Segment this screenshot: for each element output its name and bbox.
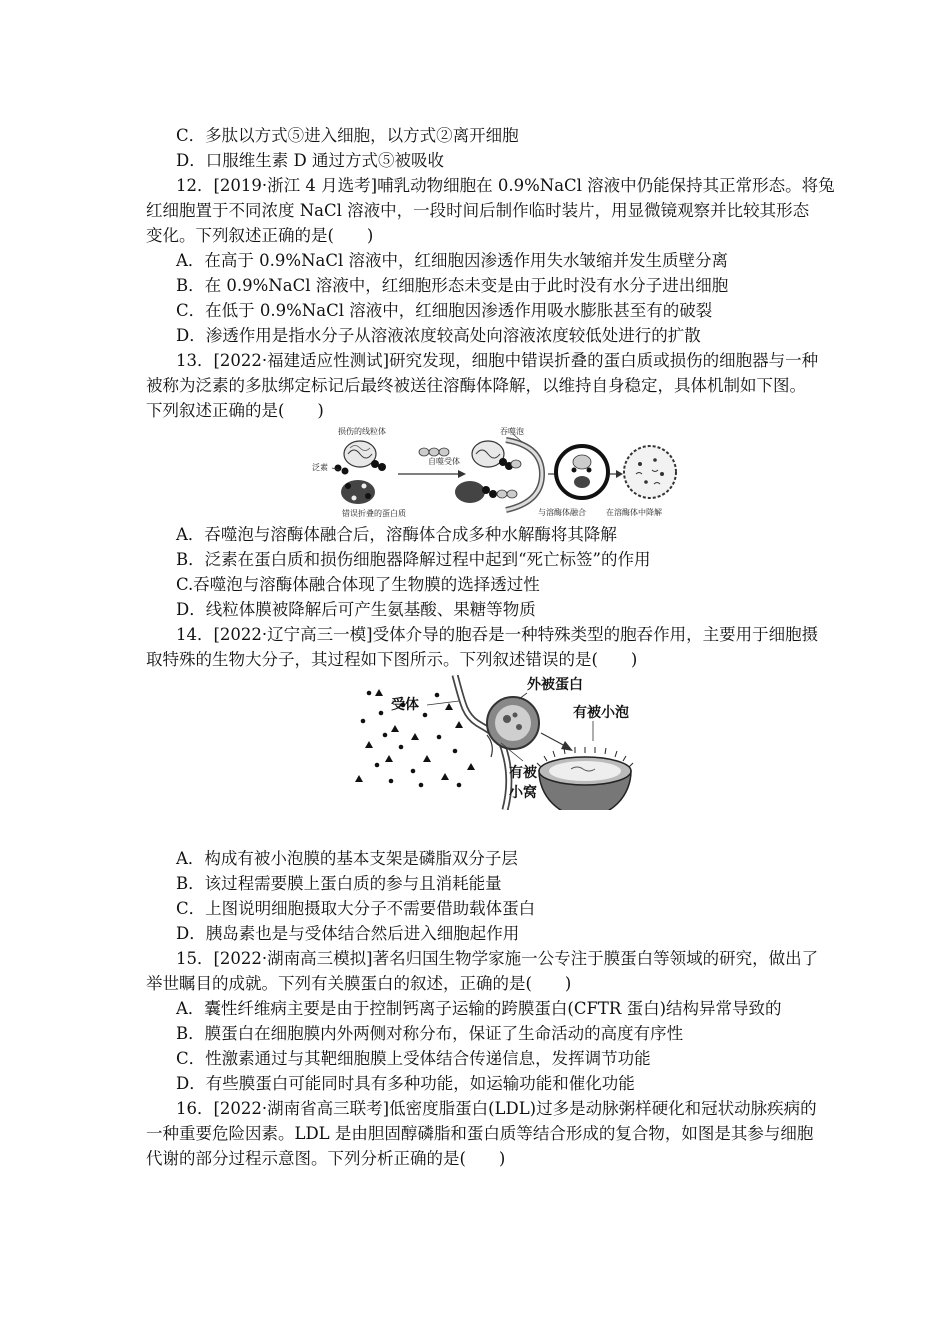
prev-option-c: C．多肽以方式⑤进入细胞，以方式②离开细胞 xyxy=(176,126,519,145)
q12-option-b: B．在 0.9%NaCl 溶液中，红细胞形态未变是由于此时没有水分子进出细胞 xyxy=(176,276,729,295)
q15-stem-line-1: 15．[2022·湖南高三模拟]著名归国生物学家施一公专注于膜蛋白等领域的研究，做出了 xyxy=(176,949,819,968)
q16-stem-line-3: 代谢的部分过程示意图。下列分析正确的是( ) xyxy=(146,1149,506,1168)
q13-option-b: B．泛素在蛋白质和损伤细胞器降解过程中起到“死亡标签”的作用 xyxy=(176,550,651,569)
coated-pit-icon xyxy=(487,697,539,749)
q13-option-c: C.吞噬泡与溶酶体融合体现了生物膜的选择透过性 xyxy=(176,575,540,594)
q12-stem-line-1: 12．[2019·浙江 4 月选考]哺乳动物细胞在 0.9%NaCl 溶液中仍能保持其正常形态。将兔 xyxy=(176,176,835,195)
q16-stem-line-1: 16．[2022·湖南省高三联考]低密度脂蛋白(LDL)过多是动脉粥样硬化和冠状动脉疾病的 xyxy=(176,1099,817,1118)
autophagy-figure xyxy=(310,424,680,520)
q14-stem-line-1: 14．[2022·辽宁高三一模]受体介导的胞吞是一种特殊类型的胞吞作用，主要用于细胞摄 xyxy=(176,625,819,644)
label-receptor: 受体 xyxy=(391,697,419,713)
q13-option-a: A．吞噬泡与溶酶体融合后，溶酶体合成多种水解酶将其降解 xyxy=(176,525,617,544)
label-ubiquitin: 泛素 xyxy=(312,463,328,472)
misfolded-protein-icon xyxy=(341,480,375,504)
q14-option-b: B．该过程需要膜上蛋白质的参与且消耗能量 xyxy=(176,874,502,893)
coated-vesicle-icon xyxy=(537,747,633,810)
label-autophagy-receptor: 自噬受体 xyxy=(428,457,460,466)
label-coat-protein: 外被蛋白 xyxy=(527,677,583,693)
prev-option-d: D．口服维生素 D 通过方式⑤被吸收 xyxy=(176,151,444,170)
q14-option-a: A．构成有被小泡膜的基本支架是磷脂双分子层 xyxy=(176,849,518,868)
q13-stem-line-1: 13．[2022·福建适应性测试]研究发现，细胞中错误折叠的蛋白质或损伤的细胞器与一种 xyxy=(176,351,819,370)
label-coated-pit-1: 有被 xyxy=(509,765,537,781)
phagophore-membrane-icon xyxy=(506,440,542,510)
tagged-mitochondrion-icon xyxy=(472,441,521,470)
q15-option-d: D．有些膜蛋白可能同时具有多种功能，如运输功能和催化功能 xyxy=(176,1074,635,1093)
endocytosis-figure xyxy=(355,675,650,810)
lysosome-degradation-icon xyxy=(624,446,676,498)
q14-option-c: C．上图说明细胞摄取大分子不需要借助载体蛋白 xyxy=(176,899,536,918)
q15-option-b: B．膜蛋白在细胞膜内外两侧对称分布，保证了生命活动的高度有序性 xyxy=(176,1024,684,1043)
q12-stem-line-3: 变化。下列叙述正确的是( ) xyxy=(146,226,374,245)
q12-stem-line-2: 红细胞置于不同浓度 NaCl 溶液中，一段时间后制作临时装片，用显微镜观察并比较其形态 xyxy=(146,201,810,220)
q15-stem-line-2: 举世瞩目的成就。下列有关膜蛋白的叙述，正确的是( ) xyxy=(146,974,572,993)
label-coated-vesicle: 有被小泡 xyxy=(573,705,629,721)
q13-option-d: D．线粒体膜被降解后可产生氨基酸、果糖等物质 xyxy=(176,600,536,619)
q12-option-c: C．在低于 0.9%NaCl 溶液中，红细胞因渗透作用吸水膨胀甚至有的破裂 xyxy=(176,301,713,320)
label-fusion: 与溶酶体融合 xyxy=(538,508,586,517)
label-degradation: 在溶酶体中降解 xyxy=(606,508,662,517)
label-damaged-mito: 损伤的线粒体 xyxy=(338,427,386,436)
q12-option-d: D．渗透作用是指水分子从溶液浓度较高处向溶液浓度较低处进行的扩散 xyxy=(176,326,701,345)
autophagosome-icon xyxy=(556,446,608,498)
q16-stem-line-2: 一种重要危险因素。LDL 是由胆固醇磷脂和蛋白质等结合形成的复合物，如图是其参与细胞 xyxy=(146,1124,814,1143)
q15-option-a: A．囊性纤维病主要是由于控制钙离子运输的跨膜蛋白(CFTR 蛋白)结构异常导致的 xyxy=(176,999,782,1018)
receptor-beads-icon xyxy=(419,448,449,456)
q14-stem-line-2: 取特殊的生物大分子，其过程如下图所示。下列叙述错误的是( ) xyxy=(146,650,638,669)
label-misfolded: 错误折叠的蛋白质 xyxy=(342,509,406,518)
tagged-protein-icon xyxy=(455,481,517,503)
q14-option-d: D．胰岛素也是与受体结合然后进入细胞起作用 xyxy=(176,924,520,943)
label-phagophore: 吞噬泡 xyxy=(500,427,524,436)
q12-option-a: A．在高于 0.9%NaCl 溶液中，红细胞因渗透作用失水皱缩并发生质壁分离 xyxy=(176,251,729,270)
label-coated-pit-2: 小窝 xyxy=(509,785,537,801)
q13-stem-line-2: 被称为泛素的多肽绑定标记后最终被送往溶酶体降解，以维持自身稳定，具体机制如下图。 xyxy=(146,376,806,395)
q13-stem-line-3: 下列叙述正确的是( ) xyxy=(146,401,324,420)
q15-option-c: C．性激素通过与其靶细胞膜上受体结合传递信息，发挥调节功能 xyxy=(176,1049,651,1068)
